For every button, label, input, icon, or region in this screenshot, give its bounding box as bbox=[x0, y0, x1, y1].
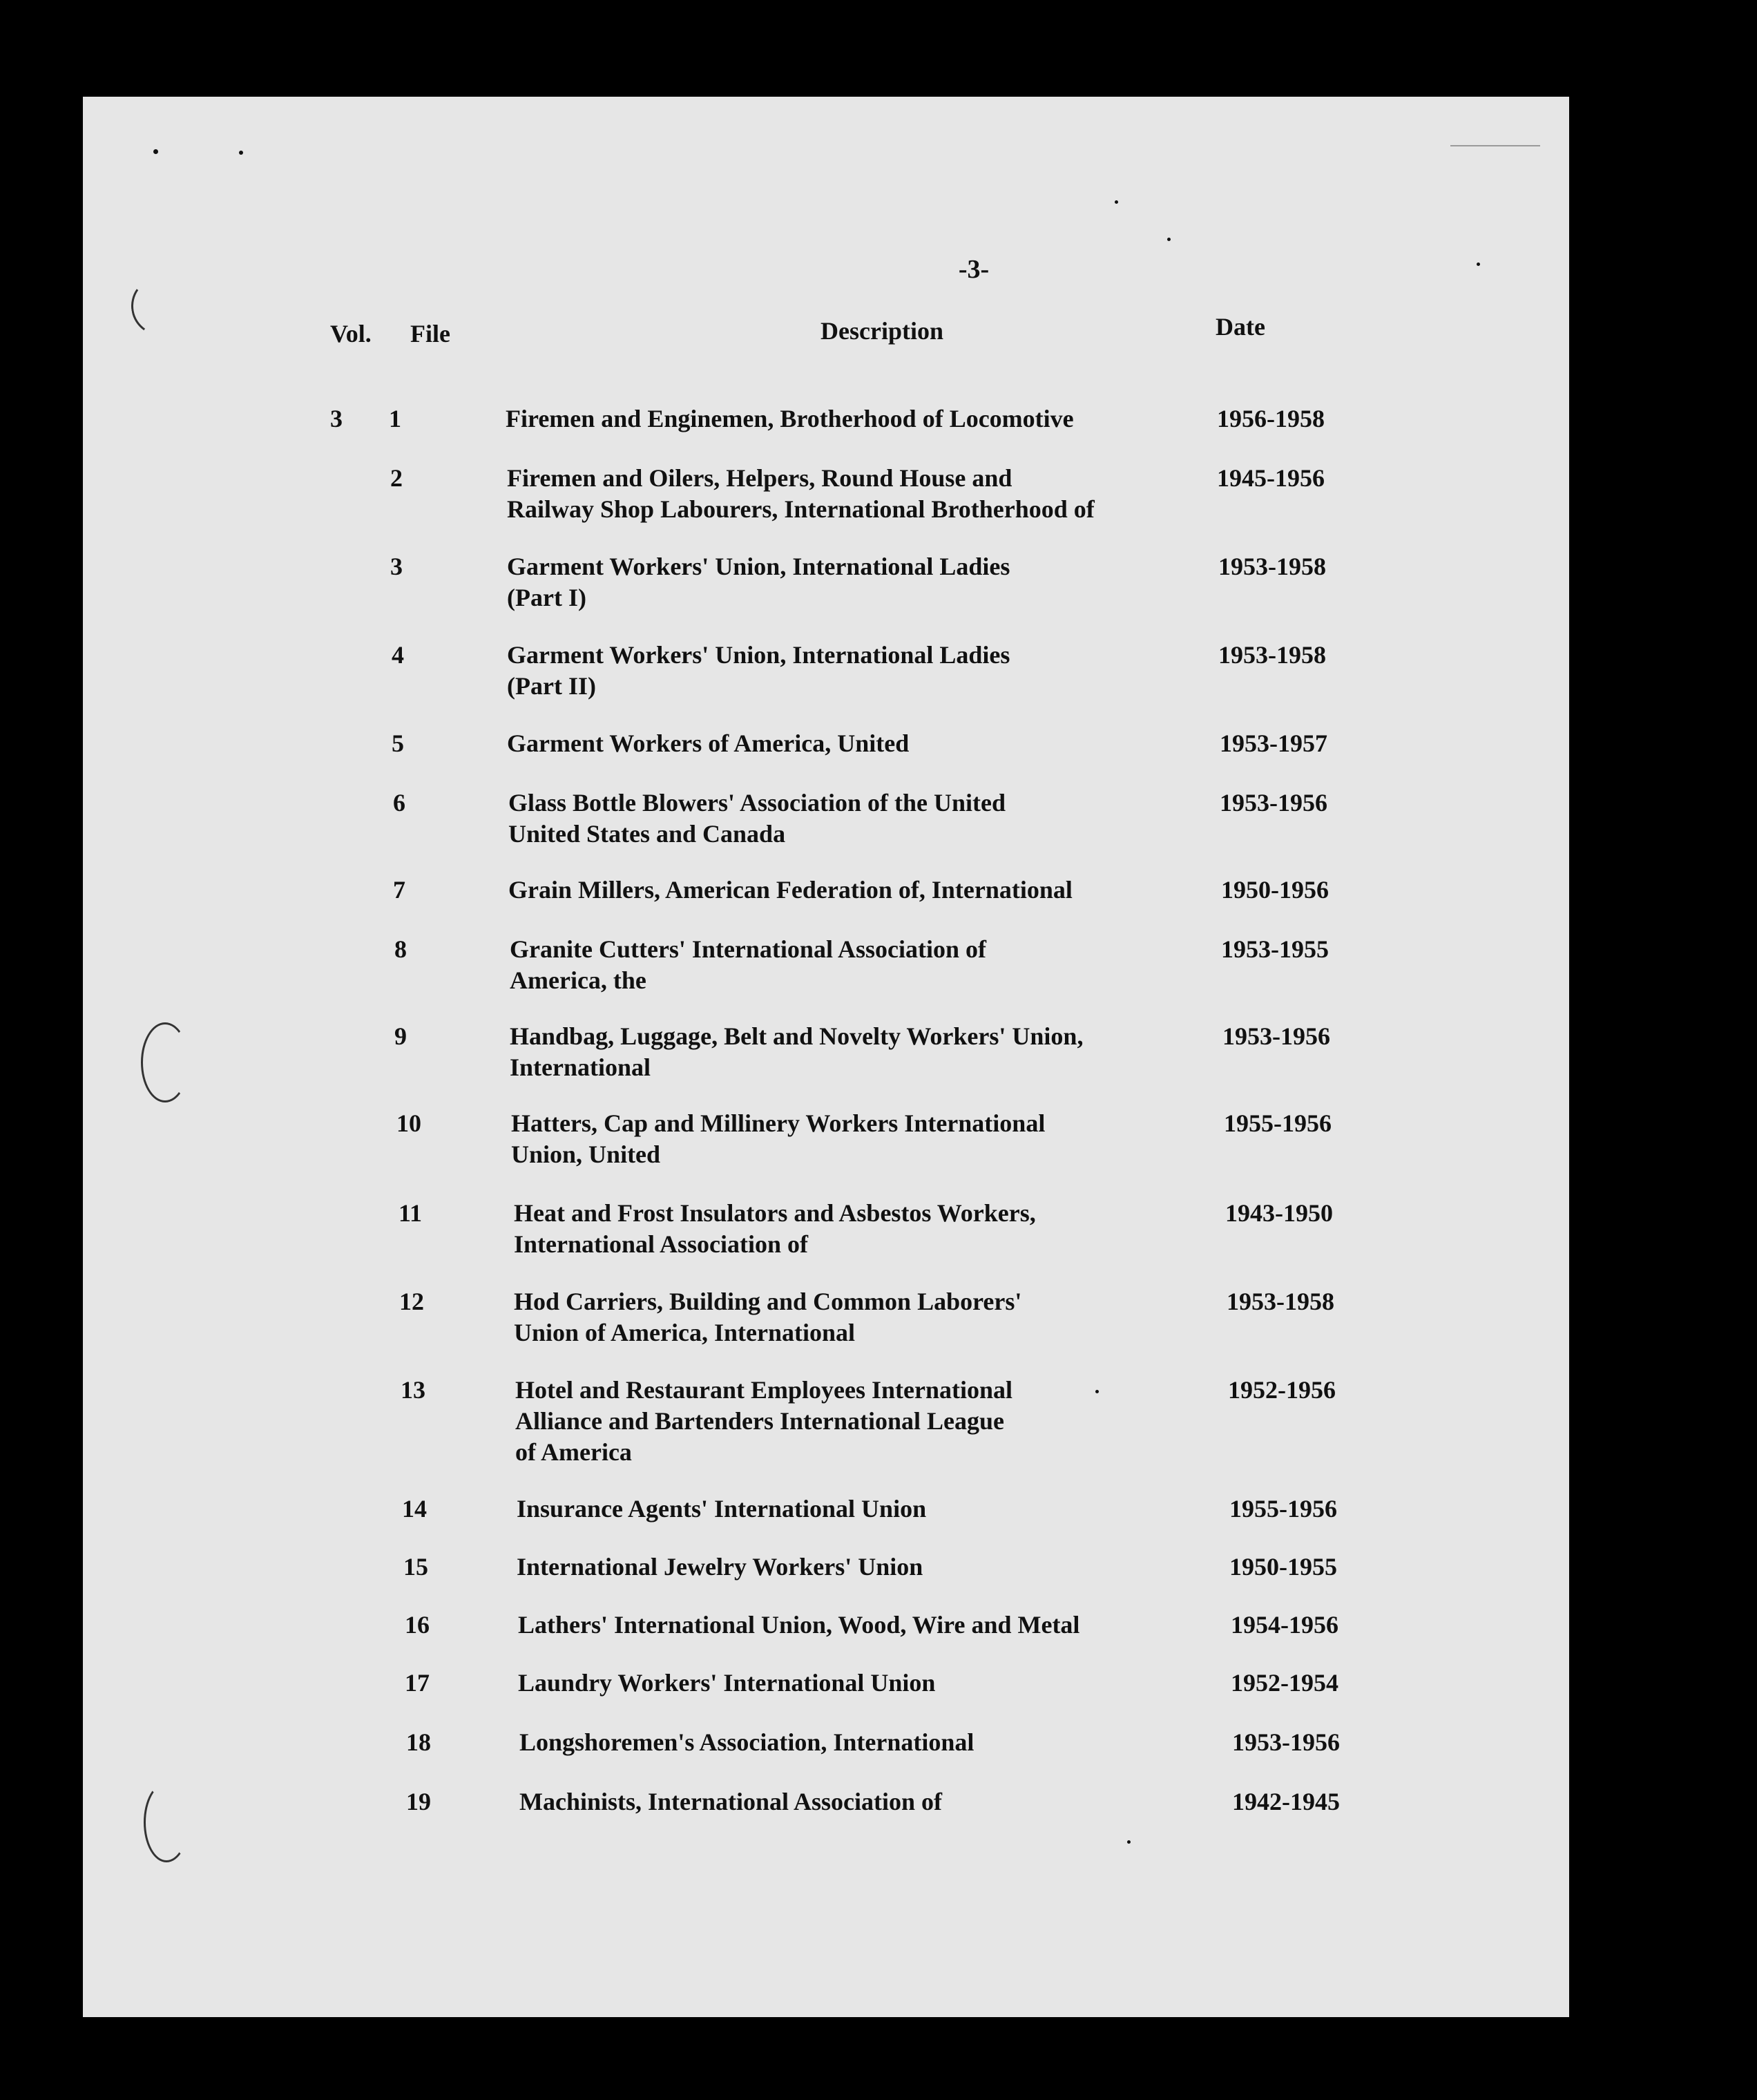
file-number: 16 bbox=[405, 1611, 430, 1639]
date-range: 1950-1955 bbox=[1229, 1553, 1337, 1581]
date-range: 1952-1954 bbox=[1231, 1669, 1338, 1697]
file-description: Heat and Frost Insulators and Asbestos Workers, International Association of bbox=[514, 1199, 1036, 1258]
file-number: 18 bbox=[406, 1728, 431, 1756]
file-description: Hatters, Cap and Millinery Workers International Union, United bbox=[511, 1109, 1046, 1168]
file-description: International Jewelry Workers' Union bbox=[517, 1553, 923, 1581]
date-range: 1953-1958 bbox=[1218, 641, 1326, 669]
date-range: 1953-1956 bbox=[1220, 789, 1327, 817]
file-number: 14 bbox=[402, 1495, 427, 1522]
date-range: 1953-1957 bbox=[1220, 729, 1327, 757]
file-number: 17 bbox=[405, 1669, 430, 1697]
file-description: Garment Workers' Union, International Ladies (Part I) bbox=[507, 553, 1010, 611]
file-description: Firemen and Oilers, Helpers, Round House and Railway Shop Labourers, International Brotherhood of bbox=[507, 464, 1095, 523]
file-description: Granite Cutters' International Association of America, the bbox=[510, 935, 986, 994]
date-range: 1952-1956 bbox=[1228, 1376, 1336, 1404]
file-description: Grain Millers, American Federation of, International bbox=[508, 876, 1073, 904]
file-description: Lathers' International Union, Wood, Wire and Metal bbox=[518, 1611, 1080, 1639]
date-range: 1953-1958 bbox=[1218, 553, 1326, 580]
file-description: Glass Bottle Blowers' Association of the United United States and Canada bbox=[508, 789, 1006, 848]
file-description: Garment Workers of America, United bbox=[507, 729, 910, 757]
file-number: 11 bbox=[398, 1199, 422, 1227]
file-description: Garment Workers' Union, International Ladies (Part II) bbox=[507, 641, 1010, 700]
volume-number: 3 bbox=[330, 405, 343, 432]
column-header-file: File bbox=[410, 320, 450, 347]
date-range: 1953-1956 bbox=[1222, 1022, 1330, 1050]
file-number: 19 bbox=[406, 1788, 431, 1815]
file-description: Machinists, International Association of bbox=[519, 1788, 943, 1815]
date-range: 1950-1956 bbox=[1221, 876, 1329, 904]
date-range: 1955-1956 bbox=[1229, 1495, 1337, 1522]
file-number: 1 bbox=[389, 405, 401, 432]
file-number: 15 bbox=[403, 1553, 428, 1581]
date-range: 1954-1956 bbox=[1231, 1611, 1338, 1639]
date-range: 1953-1955 bbox=[1221, 935, 1329, 963]
file-description: Longshoremen's Association, International bbox=[519, 1728, 974, 1756]
file-number: 3 bbox=[390, 553, 403, 580]
date-range: 1955-1956 bbox=[1224, 1109, 1332, 1137]
file-description: Laundry Workers' International Union bbox=[518, 1669, 936, 1697]
file-description: Firemen and Enginemen, Brotherhood of Locomotive bbox=[506, 405, 1074, 432]
file-number: 5 bbox=[392, 729, 404, 757]
file-number: 6 bbox=[393, 789, 405, 817]
date-range: 1953-1958 bbox=[1227, 1288, 1334, 1315]
date-range: 1942-1945 bbox=[1232, 1788, 1340, 1815]
file-number: 8 bbox=[394, 935, 407, 963]
file-description: Handbag, Luggage, Belt and Novelty Workers' Union, International bbox=[510, 1022, 1084, 1081]
date-range: 1953-1956 bbox=[1232, 1728, 1340, 1756]
column-header-vol: Vol. bbox=[330, 320, 372, 347]
page-number: -3- bbox=[958, 255, 990, 284]
file-number: 9 bbox=[394, 1022, 407, 1050]
date-range: 1943-1950 bbox=[1225, 1199, 1333, 1227]
column-header-date: Date bbox=[1216, 313, 1265, 341]
file-number: 10 bbox=[396, 1109, 421, 1137]
file-number: 7 bbox=[393, 876, 405, 904]
file-number: 12 bbox=[399, 1288, 424, 1315]
date-range: 1945-1956 bbox=[1217, 464, 1325, 492]
file-number: 2 bbox=[390, 464, 403, 492]
file-number: 4 bbox=[392, 641, 404, 669]
file-description: Hotel and Restaurant Employees International Alliance and Bartenders International League of America bbox=[515, 1376, 1012, 1466]
column-header-description: Description bbox=[820, 317, 943, 345]
date-range: 1956-1958 bbox=[1217, 405, 1325, 432]
file-description: Insurance Agents' International Union bbox=[517, 1495, 927, 1522]
file-number: 13 bbox=[401, 1376, 425, 1404]
file-description: Hod Carriers, Building and Common Laborers' Union of America, International bbox=[514, 1288, 1022, 1346]
